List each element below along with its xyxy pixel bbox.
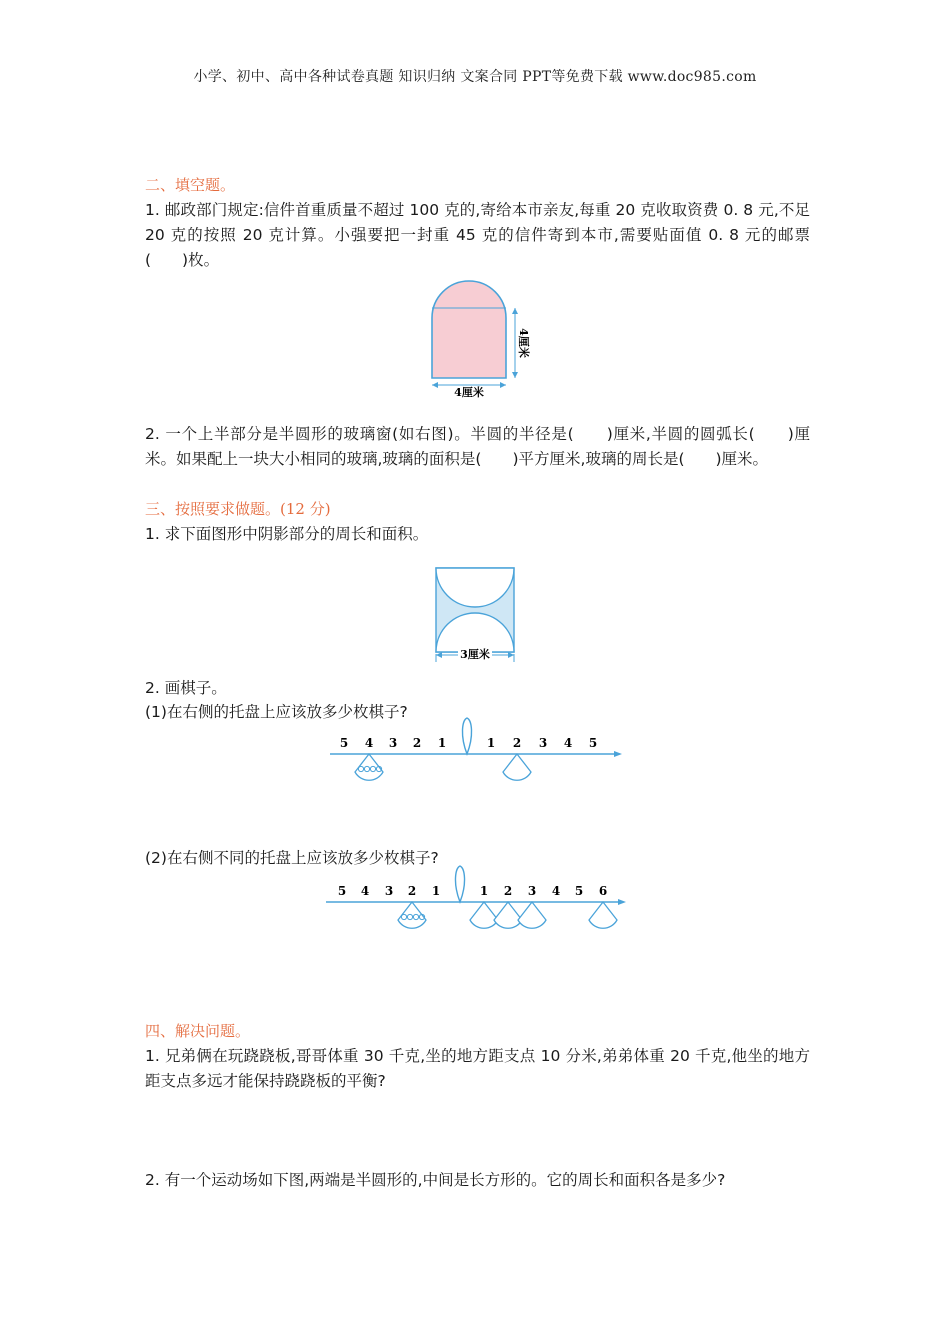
window-figure bbox=[420, 268, 530, 398]
arrow-down-icon bbox=[512, 372, 518, 378]
question-3-1: 1. 求下面图形中阴影部分的周长和面积。 bbox=[145, 525, 429, 543]
right-pan-4 bbox=[589, 902, 617, 928]
tick-label: 2 bbox=[503, 884, 513, 898]
right-pan-2 bbox=[494, 902, 522, 928]
right-pan-1 bbox=[470, 902, 498, 928]
page-header: 小学、初中、高中各种试卷真题 知识归纳 文案合同 PPT等免费下载 www.doc985.com bbox=[193, 69, 757, 85]
tick-label: 5 bbox=[574, 884, 584, 898]
window-shape bbox=[432, 281, 506, 378]
window-width-label: 4厘米 bbox=[454, 386, 484, 398]
fulcrum-icon bbox=[462, 718, 471, 754]
shaded-width-label: 3厘米 bbox=[460, 648, 490, 661]
tick-label: 6 bbox=[598, 884, 608, 898]
tick-label: 4 bbox=[551, 884, 561, 898]
right-pan bbox=[503, 754, 531, 780]
tick-label: 4 bbox=[364, 736, 374, 750]
fulcrum-icon bbox=[455, 866, 464, 902]
question-2-2: 2. 一个上半部分是半圆形的玻璃窗(如右图)。半圆的半径是( )厘米,半圆的圆弧长( )厘米。如果配上一块大小相同的玻璃,玻璃的面积是( )平方厘米,玻璃的周长是( )厘米。 bbox=[145, 425, 810, 468]
section-3-title: 三、按照要求做题。(12 分) bbox=[145, 500, 331, 518]
tick-label: 2 bbox=[412, 736, 422, 750]
question-2-1: 1. 邮政部门规定:信件首重质量不超过 100 克的,寄给本市亲友,每重 20 克收取资费 0. 8 元,不足 20 克的按照 20 克计算。小强要把一封重 45 克的信件寄到本市,需要贴面值 0. 8 元的邮票( )枚。 bbox=[145, 201, 810, 269]
question-3-2a: (1)在右侧的托盘上应该放多少枚棋子? bbox=[145, 703, 408, 721]
tick-label: 2 bbox=[512, 736, 522, 750]
tick-label: 1 bbox=[479, 884, 489, 898]
tick-label: 3 bbox=[384, 884, 394, 898]
question-3-2: 2. 画棋子。 bbox=[145, 679, 227, 697]
question-3-2b: (2)在右侧不同的托盘上应该放多少枚棋子? bbox=[145, 849, 439, 867]
tick-label: 1 bbox=[486, 736, 496, 750]
tick-label: 3 bbox=[538, 736, 548, 750]
tick-label: 4 bbox=[563, 736, 573, 750]
tick-label: 2 bbox=[407, 884, 417, 898]
arrow-right-icon bbox=[614, 751, 622, 757]
section-4-title: 四、解决问题。 bbox=[145, 1022, 251, 1040]
tick-label: 5 bbox=[339, 736, 349, 750]
arrow-right-icon bbox=[618, 899, 626, 905]
tick-label: 5 bbox=[588, 736, 598, 750]
question-4-1: 1. 兄弟俩在玩跷跷板,哥哥体重 30 千克,坐的地方距支点 10 分米,弟弟体重 20 千克,他坐的地方距支点多远才能保持跷跷板的平衡? bbox=[145, 1047, 810, 1090]
right-pan-3 bbox=[518, 902, 546, 928]
tick-label: 3 bbox=[527, 884, 537, 898]
arrow-left-icon bbox=[436, 652, 442, 658]
tick-label: 1 bbox=[437, 736, 447, 750]
tick-label: 4 bbox=[360, 884, 370, 898]
window-height-label: 4厘米 bbox=[517, 328, 530, 358]
tick-label: 5 bbox=[337, 884, 347, 898]
tick-label: 3 bbox=[388, 736, 398, 750]
arrow-right-icon bbox=[500, 382, 506, 388]
arrow-left-icon bbox=[432, 382, 438, 388]
section-2-title: 二、填空题。 bbox=[145, 176, 236, 194]
question-4-2: 2. 有一个运动场如下图,两端是半圆形的,中间是长方形的。它的周长和面积各是多少? bbox=[145, 1171, 726, 1189]
shaded-figure bbox=[428, 562, 528, 666]
arrow-right-icon bbox=[508, 652, 514, 658]
tick-label: 1 bbox=[431, 884, 441, 898]
balance-figure-2 bbox=[322, 864, 632, 936]
arrow-up-icon bbox=[512, 308, 518, 314]
balance-figure-1 bbox=[326, 716, 626, 786]
